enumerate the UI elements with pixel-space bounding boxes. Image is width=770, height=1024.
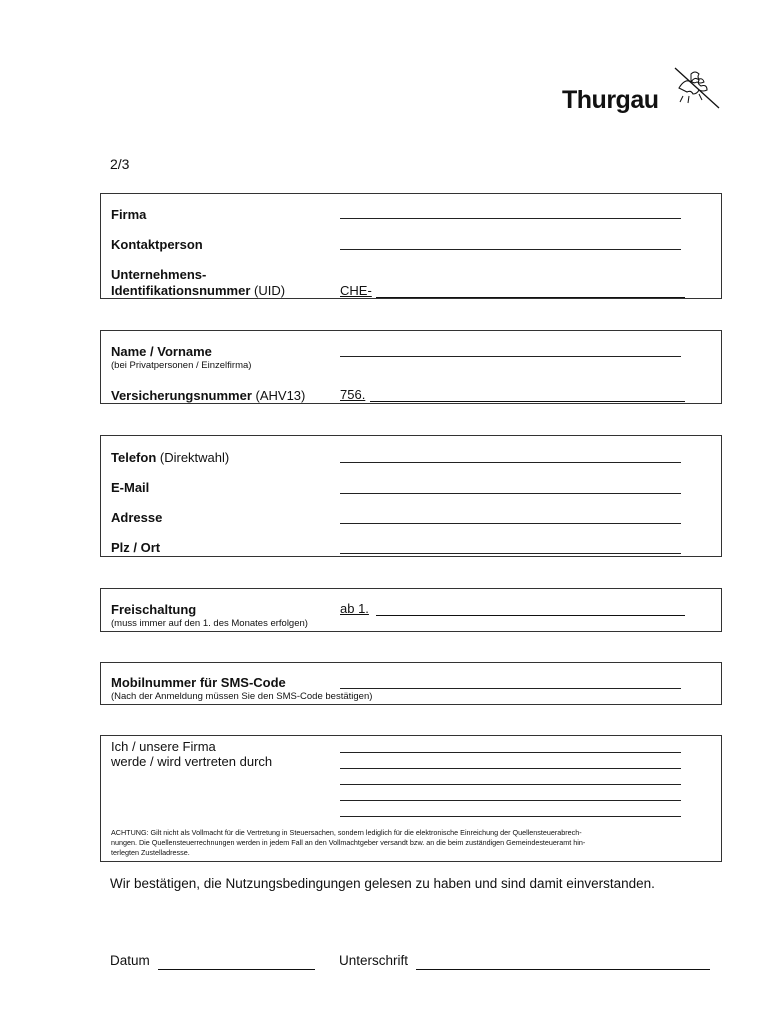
ahv-fill-line xyxy=(370,401,685,403)
representative-field-3[interactable] xyxy=(340,772,681,785)
datum-field[interactable] xyxy=(158,969,315,970)
ahv-prefix: 756. xyxy=(340,387,366,402)
person-section xyxy=(100,330,722,404)
uid-label-line2 xyxy=(111,283,285,298)
sms-field[interactable] xyxy=(340,676,681,689)
plz-ort-label: Plz / Ort xyxy=(111,540,161,555)
name-label: Name / Vorname xyxy=(111,344,212,359)
adresse-label: Adresse xyxy=(111,510,163,525)
firma-label: Firma xyxy=(111,207,147,222)
uid-prefix: CHE- xyxy=(340,283,372,298)
warning-note-line3: terlegten Zustelladresse. xyxy=(111,848,190,857)
uid-label-text: Identifikationsnummer xyxy=(111,283,251,298)
representation-line1: Ich / unsere Firma xyxy=(111,739,216,754)
warning-note-line2: nungen. Die Quellensteuerrechnungen werden in jedem Fall an den Vollmachtgeber versandt bzw. an die beim zuständigen Gemeindesteueramt hin- xyxy=(111,838,586,847)
ahv-label xyxy=(111,388,305,403)
sms-sublabel: (Nach der Anmeldung müssen Sie den SMS-Code bestätigen) xyxy=(111,691,373,702)
freischaltung-sublabel: (muss immer auf den 1. des Monates erfolgen) xyxy=(111,618,308,629)
uid-label-line1: Unternehmens- xyxy=(111,267,207,282)
adresse-field[interactable] xyxy=(340,511,681,524)
telefon-label-text: Telefon xyxy=(111,450,157,465)
email-field[interactable] xyxy=(340,481,681,494)
sms-section xyxy=(100,662,722,705)
company-section xyxy=(100,193,722,299)
kontaktperson-label: Kontaktperson xyxy=(111,237,203,252)
freischaltung-prefix: ab 1. xyxy=(340,601,369,616)
email-label: E-Mail xyxy=(111,480,150,495)
freischaltung-fill-line xyxy=(376,615,685,617)
freischaltung-field[interactable] xyxy=(340,602,685,616)
representative-field-4[interactable] xyxy=(340,788,681,801)
telefon-label-suffix: (Direktwahl) xyxy=(159,450,230,465)
kontaktperson-field[interactable] xyxy=(340,237,681,250)
datum-label: Datum xyxy=(110,953,150,968)
telefon-field[interactable] xyxy=(340,450,681,463)
sms-label: Mobilnummer für SMS-Code xyxy=(111,675,286,690)
uid-field[interactable] xyxy=(340,284,685,298)
name-field[interactable] xyxy=(340,344,681,357)
telefon-label xyxy=(111,450,229,465)
page-number: 2/3 xyxy=(110,156,130,172)
unterschrift-field[interactable] xyxy=(416,969,710,970)
representation-line2: werde / wird vertreten durch xyxy=(111,754,273,769)
uid-label-suffix: (UID) xyxy=(254,283,286,298)
thurgau-coat-of-arms-icon xyxy=(669,66,721,110)
warning-note-line1: ACHTUNG: Gilt nicht als Vollmacht für die Vertretung in Steuersachen, sondern lediglich für die elektronische Einreichung der Quellensteuerabrech- xyxy=(111,828,582,837)
activation-section xyxy=(100,588,722,632)
plz-ort-field[interactable] xyxy=(340,541,681,554)
representation-section xyxy=(100,735,722,862)
confirmation-text: Wir bestätigen, die Nutzungsbedingungen gelesen zu haben und sind damit einverstanden. xyxy=(110,876,655,891)
ahv-field[interactable] xyxy=(340,388,685,402)
representative-field-1[interactable] xyxy=(340,740,681,753)
logo-text: Thurgau xyxy=(562,86,659,114)
uid-fill-line xyxy=(376,297,685,298)
representative-field-5[interactable] xyxy=(340,804,681,817)
firma-field[interactable] xyxy=(340,206,681,219)
freischaltung-label: Freischaltung xyxy=(111,602,197,617)
contact-section xyxy=(100,435,722,557)
representative-field-2[interactable] xyxy=(340,756,681,769)
ahv-label-text: Versicherungsnummer xyxy=(111,388,252,403)
ahv-label-suffix: (AHV13) xyxy=(255,388,306,403)
unterschrift-label: Unterschrift xyxy=(339,953,409,968)
name-sublabel: (bei Privatpersonen / Einzelfirma) xyxy=(111,360,252,371)
